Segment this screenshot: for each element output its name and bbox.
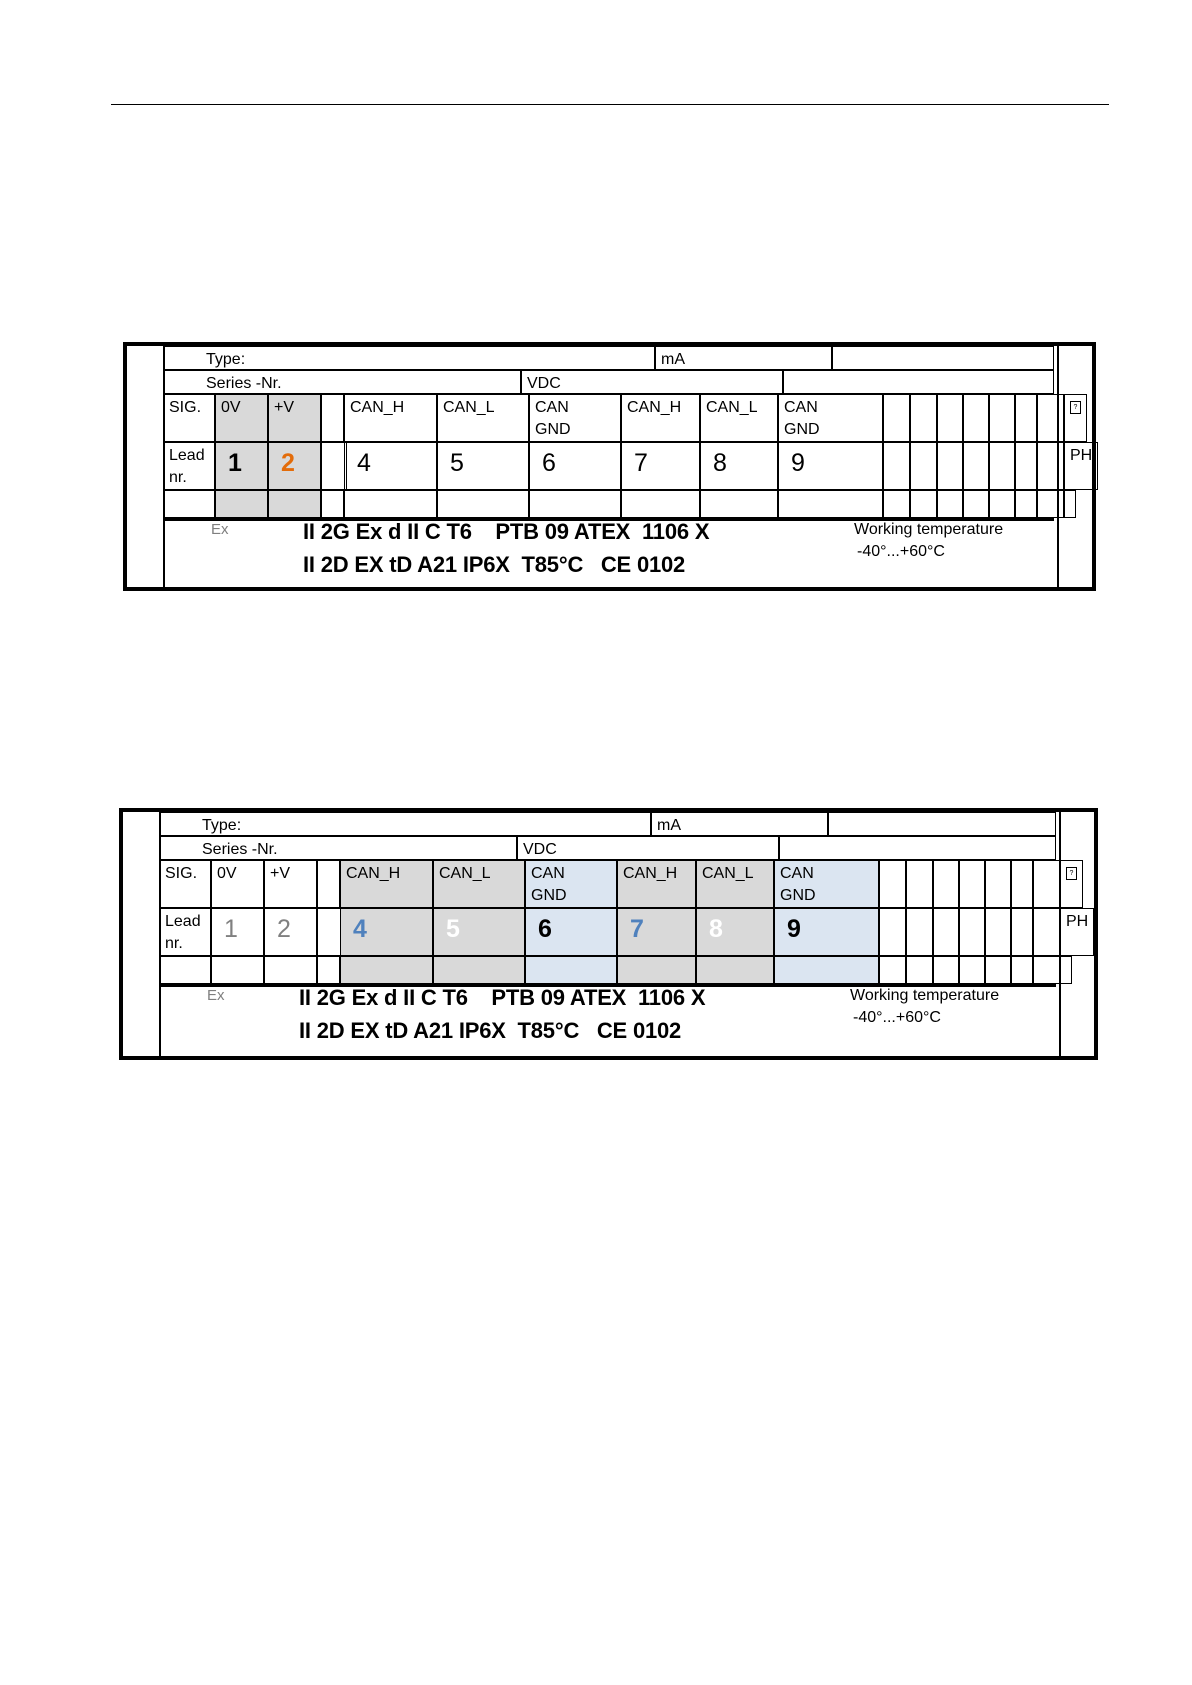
lead-number-cell: 1 <box>215 442 268 490</box>
signal-cell: CAN GND <box>778 394 883 442</box>
lead-number-cell: 5 <box>437 442 529 490</box>
spare-lead-cell <box>937 442 963 490</box>
symbol-cell <box>1060 860 1083 908</box>
vdc-field: VDC <box>517 836 779 860</box>
lead-number-cell: 9 <box>778 442 883 490</box>
sig-header: SIG. <box>163 394 215 442</box>
type-field: Type: <box>163 346 655 370</box>
certification-line-2: II 2D EX tD A21 IP6X T85°C CE 0102 <box>303 552 686 577</box>
spare-signal-cell <box>879 860 906 908</box>
blank-row-header <box>163 490 215 518</box>
lead-number-cell: 6 <box>525 908 617 956</box>
blank-cell <box>774 956 879 984</box>
ma-field: mA <box>655 346 832 370</box>
spare-blank-cell <box>1011 956 1033 984</box>
signal-cell: CAN_L <box>700 394 778 442</box>
blank-cell <box>317 956 340 984</box>
spare-lead-cell <box>989 442 1015 490</box>
blank-cell <box>344 490 437 518</box>
spare-signal-cell <box>985 860 1011 908</box>
signal-cell: CAN_H <box>621 394 700 442</box>
blank-cell <box>340 956 433 984</box>
lead-number-cell: 4 <box>340 908 433 956</box>
spare-blank-cell <box>963 490 989 518</box>
lead-number-cell: 7 <box>621 442 700 490</box>
spare-lead-cell <box>1037 442 1064 490</box>
lead-number-cell: 1 <box>211 908 264 956</box>
spare-lead-cell <box>963 442 989 490</box>
working-temperature-label: Working temperature <box>850 987 1000 1004</box>
ph-cell: PH <box>1060 908 1094 956</box>
working-temperature-range: -40°...+60°C <box>857 543 945 560</box>
spare-signal-cell <box>883 394 910 442</box>
lead-number-cell: 6 <box>529 442 621 490</box>
blank-cell <box>437 490 529 518</box>
ex-mark: Ex <box>211 521 229 538</box>
signal-cell: CAN GND <box>525 860 617 908</box>
signal-cell: CAN_H <box>617 860 696 908</box>
lead-header: Lead nr. <box>159 908 211 956</box>
working-temperature-range: -40°...+60°C <box>853 1009 941 1026</box>
ma-field: mA <box>651 812 828 836</box>
symbol-icon: ? <box>1066 867 1077 880</box>
signal-cell: CAN_L <box>437 394 529 442</box>
spare-lead-cell <box>1015 442 1037 490</box>
blank-cell <box>700 490 778 518</box>
symbol-icon: ? <box>1070 401 1081 414</box>
spare-blank-cell <box>1033 956 1060 984</box>
spare-signal-cell <box>963 394 989 442</box>
ph-blank-cell <box>1064 490 1076 518</box>
blank-cell <box>215 490 268 518</box>
spare-signal-cell <box>1037 394 1064 442</box>
series-number-field: Series -Nr. <box>159 836 517 860</box>
spare-signal-cell <box>937 394 963 442</box>
terminal-label-2 <box>119 808 1098 1060</box>
signal-cell: +V <box>268 394 321 442</box>
signal-cell <box>317 860 340 908</box>
type-extra-field <box>828 812 1056 836</box>
blank-cell <box>529 490 621 518</box>
spare-signal-cell <box>1015 394 1037 442</box>
lead-number-cell: 2 <box>268 442 321 490</box>
signal-cell: 0V <box>211 860 264 908</box>
blank-cell <box>268 490 321 518</box>
series-extra-field <box>779 836 1056 860</box>
blank-cell <box>621 490 700 518</box>
type-field: Type: <box>159 812 651 836</box>
blank-cell <box>211 956 264 984</box>
vdc-field: VDC <box>521 370 783 394</box>
series-extra-field <box>783 370 1054 394</box>
blank-row-header <box>159 956 211 984</box>
spare-signal-cell <box>959 860 985 908</box>
certification-line-1: II 2G Ex d II C T6 PTB 09 ATEX 1106 X <box>303 519 710 544</box>
spare-signal-cell <box>933 860 959 908</box>
lead-number-cell: 2 <box>264 908 317 956</box>
blank-cell <box>433 956 525 984</box>
lead-number-cell: 7 <box>617 908 696 956</box>
sig-header: SIG. <box>159 860 211 908</box>
working-temperature-label: Working temperature <box>854 521 1004 538</box>
signal-cell: CAN GND <box>774 860 879 908</box>
spare-lead-cell <box>906 908 933 956</box>
spare-blank-cell <box>985 956 1011 984</box>
signal-cell: CAN_H <box>340 860 433 908</box>
lead-number-cell: 4 <box>344 442 437 490</box>
lead-number-cell: 9 <box>774 908 879 956</box>
signal-cell: 0V <box>215 394 268 442</box>
blank-cell <box>778 490 883 518</box>
spare-blank-cell <box>906 956 933 984</box>
blank-cell <box>617 956 696 984</box>
blank-cell <box>264 956 317 984</box>
spare-blank-cell <box>879 956 906 984</box>
spare-lead-cell <box>933 908 959 956</box>
spare-blank-cell <box>933 956 959 984</box>
series-number-field: Series -Nr. <box>163 370 521 394</box>
spare-signal-cell <box>906 860 933 908</box>
certification-line-1: II 2G Ex d II C T6 PTB 09 ATEX 1106 X <box>299 985 706 1010</box>
lead-number-cell: 8 <box>700 442 778 490</box>
spare-blank-cell <box>910 490 937 518</box>
spare-blank-cell <box>937 490 963 518</box>
spare-signal-cell <box>989 394 1015 442</box>
type-extra-field <box>832 346 1054 370</box>
signal-cell: +V <box>264 860 317 908</box>
blank-cell <box>525 956 617 984</box>
symbol-cell <box>1064 394 1087 442</box>
blank-cell <box>696 956 774 984</box>
spare-lead-cell <box>910 442 937 490</box>
ph-blank-cell <box>1060 956 1072 984</box>
spare-blank-cell <box>883 490 910 518</box>
ph-cell: PH <box>1064 442 1098 490</box>
signal-cell: CAN GND <box>529 394 621 442</box>
spare-blank-cell <box>959 956 985 984</box>
spare-lead-cell <box>985 908 1011 956</box>
page-header-rule <box>111 104 1109 105</box>
certification-line-2: II 2D EX tD A21 IP6X T85°C CE 0102 <box>299 1018 682 1043</box>
spare-signal-cell <box>910 394 937 442</box>
spare-signal-cell <box>1033 860 1060 908</box>
terminal-label-1 <box>123 342 1096 591</box>
blank-cell <box>321 490 344 518</box>
signal-cell: CAN_L <box>433 860 525 908</box>
ex-mark: Ex <box>207 987 225 1004</box>
signal-cell <box>321 394 344 442</box>
spare-lead-cell <box>883 442 910 490</box>
signal-cell: CAN_H <box>344 394 437 442</box>
lead-header: Lead nr. <box>163 442 215 490</box>
spare-blank-cell <box>989 490 1015 518</box>
lead-number-cell: 8 <box>696 908 774 956</box>
lead-number-cell: 5 <box>433 908 525 956</box>
spare-lead-cell <box>1033 908 1060 956</box>
spare-lead-cell <box>959 908 985 956</box>
spare-lead-cell <box>1011 908 1033 956</box>
signal-cell: CAN_L <box>696 860 774 908</box>
spare-signal-cell <box>1011 860 1033 908</box>
spare-blank-cell <box>1037 490 1064 518</box>
spare-lead-cell <box>879 908 906 956</box>
spare-blank-cell <box>1015 490 1037 518</box>
